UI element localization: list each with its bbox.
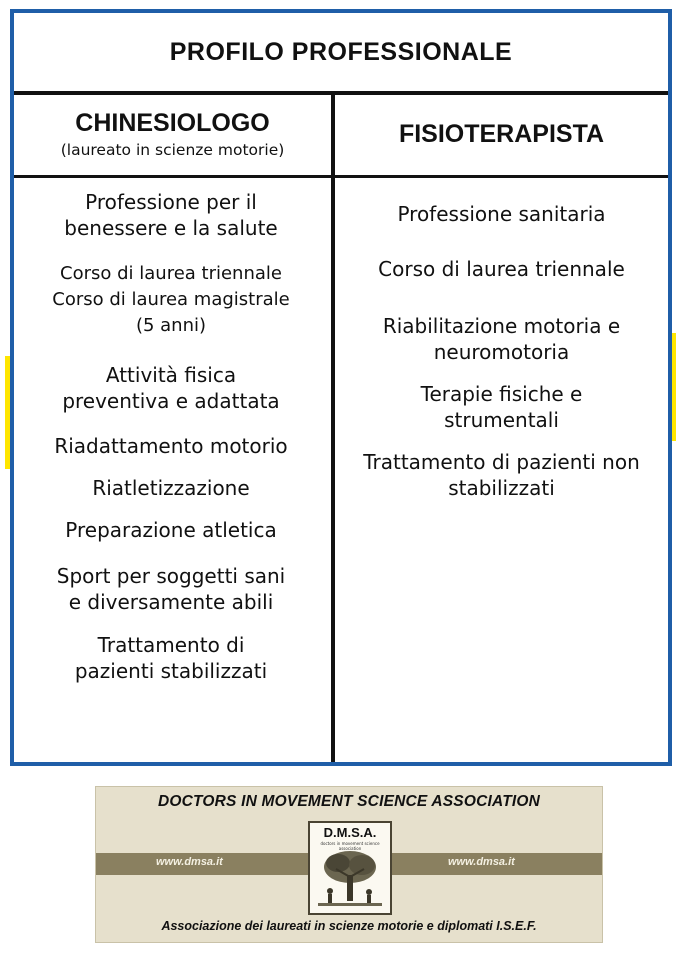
- left-header: [14, 95, 331, 175]
- list-item: Trattamento di pazienti non stabilizzati: [363, 450, 640, 500]
- seal-acronym: D.M.S.A.: [323, 825, 377, 840]
- org-name: DOCTORS IN MOVEMENT SCIENCE ASSOCIATION: [157, 793, 541, 810]
- dmsa-seal: [308, 821, 392, 915]
- list-item: Trattamento di pazienti stabilizzati: [74, 633, 268, 683]
- tree-illustration-icon: [316, 847, 384, 909]
- list-item: Riatletizzazione: [92, 476, 250, 500]
- list-item: Preparazione atletica: [65, 518, 277, 542]
- list-item: Riabilitazione motoria e neuromotoria: [382, 314, 621, 364]
- list-item: Terapie fisiche e strumentali: [420, 382, 583, 432]
- seal-subtitle: doctors in movement science association: [320, 841, 380, 851]
- header-divider: [14, 175, 668, 178]
- right-header: [335, 95, 668, 175]
- left-subheading: (laureato in scienze motorie): [60, 141, 285, 159]
- profile-table: [10, 9, 672, 766]
- list-item: Sport per soggetti sani e diversamente abili: [56, 564, 286, 614]
- list-item: Attività fisica preventiva e adattata: [62, 363, 280, 413]
- right-heading: FISIOTERAPISTA: [398, 120, 605, 148]
- dmsa-logo-banner: [95, 786, 603, 943]
- title-row: [14, 13, 668, 95]
- list-item: Professione per il benessere e la salute: [64, 190, 278, 240]
- website-link-left[interactable]: www.dmsa.it: [156, 856, 223, 868]
- list-item: Professione sanitaria: [397, 202, 606, 226]
- org-tagline: Associazione dei laureati in scienze motorie e diplomati I.S.E.F.: [161, 919, 537, 933]
- list-item: Riadattamento motorio: [54, 434, 288, 458]
- website-link-right[interactable]: www.dmsa.it: [448, 856, 515, 868]
- list-item: Corso di laurea triennale Corso di laurea magistrale (5 anni): [52, 263, 290, 336]
- left-heading: CHINESIOLOGO: [75, 109, 270, 137]
- list-item: Corso di laurea triennale: [378, 257, 625, 281]
- page-title: PROFILO PROFESSIONALE: [169, 37, 513, 66]
